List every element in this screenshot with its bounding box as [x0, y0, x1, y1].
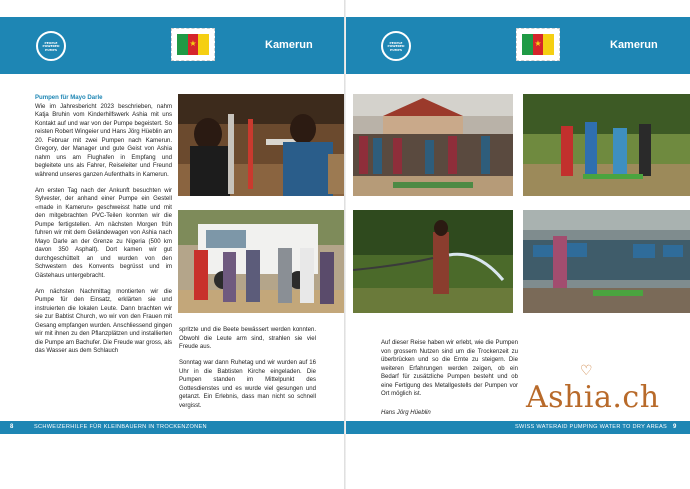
page-number: 9	[673, 424, 677, 430]
photo-boys-pump	[523, 94, 690, 196]
logo-text: PEOPLE POWERED PUMPS	[387, 41, 405, 52]
country-title: Kamerun	[610, 39, 658, 51]
photo-crowd	[353, 94, 513, 196]
paragraph: Auf dieser Reise haben wir erlebt, wie die Pumpen von grossem Nutzen sind um die Trockenzeit zu überbrücken und so die Ernte zu steigern. Die weiteren Erfahrungen werden zeigen, ob ein Bedarf für zusätzliche Pumpen besteht und ob eine Fertigung des Metallgestells der Pumpen vor Ort möglich ist.	[381, 340, 518, 397]
page-number: 8	[10, 424, 14, 430]
left-footer-band	[0, 421, 345, 434]
paragraph: spritzte und die Beete bewässert werden konnten. Obwohl die Leute arm sind, strahlen sie viel Freude aus.	[179, 327, 316, 350]
crowd-image	[353, 94, 513, 196]
pump-logo-icon	[36, 31, 66, 61]
country-title: Kamerun	[265, 39, 313, 51]
paragraph: Sonntag war dann Ruhetag und wir wurden auf 16 Uhr in die Babtisten Kirche eingeladen. Die Pumpen standen im Mittelpunkt des Gottesdienstes und es wurde viel gesungen und getanzt. Ein Erlebnis, dass man nicht so schnell vergisst.	[179, 360, 316, 409]
right-header-band	[345, 17, 690, 74]
watering-image	[353, 210, 513, 313]
text-column-3	[381, 339, 518, 425]
pump-logo-icon	[381, 31, 411, 61]
group-image	[178, 210, 345, 313]
church-image	[523, 210, 690, 313]
left-header-band	[0, 17, 345, 74]
right-page	[345, 0, 690, 489]
brand-logo: Ashia.ch	[526, 380, 660, 415]
photo-group-truck	[178, 210, 345, 313]
footer-text: SCHWEIZERHILFE FÜR KLEINBAUERN IN TROCKENZONEN	[34, 424, 207, 430]
text-column-2	[179, 326, 316, 418]
boys-image	[523, 94, 690, 196]
photo-workshop	[178, 94, 345, 196]
signature: Hans Jörg Hüeblin	[381, 409, 431, 416]
footer-text: SWISS WATERAID PUMPING WATER TO DRY AREAS	[515, 424, 668, 430]
cameroon-flag-icon: ★	[177, 34, 209, 55]
workshop-image	[178, 94, 345, 196]
heart-logo-icon: ♡	[580, 363, 593, 379]
flag-stamp	[171, 28, 215, 61]
paragraph: Wie im Jahresbericht 2023 beschrieben, nahm Katja Bruhin vom Kinderhilfswerk Ashia mit uns Kontakt auf und war von der Pumpe begeistert. So reisten Robert Wingeier und Hans Jörg Hüeblin am 20. Februar mit zwei Pumpen nach Kamerun. Gregory, der Manager und gute Geist von Ashia nahm uns am Flughafen in Empfang und begleitete uns als Fahrer, Reiseleiter und Freund während unseres ganzen Aufenthalts in Kamerun.	[35, 103, 172, 178]
paragraph: Am nächsten Nachmittag montierten wir die Pumpe für den Einsatz, erklärten sie und instruierten die lokalen Leute. Dann brachten wir sie zur Babtist Church, wo wir von den Frauen mit Gesang empfangen wurden. Anschliessend gingen wir mit ihnen zu den Pflanzplätzen und installierten die Pumpe am Bachufer. Die Freude war gross, als das Wasser aus dem Schlauch	[35, 288, 172, 354]
photo-watering	[353, 210, 513, 313]
logo-text: PEOPLE POWERED PUMPS	[42, 41, 60, 52]
paragraph: Am ersten Tag nach der Ankunft besuchten wir Sylvester, der anhand einer Pumpe ein Gestell «made in Kamerun» geschweisst hatte und mit den mitgebrachten PVC-Teilen konnten wir die Pumpe fertigstellen. Am nächsten Morgen früh fuhren wir mit dem Geländewagen von Ashia nach Mayo Darle an der Grenze zu Nigeria (500 km davon 350 Asphalt). Dort kamen wir gut durchgeschüttelt an und wurden von den Schwestern des Konvents begrüsst und im Gästehaus untergebracht.	[35, 187, 172, 279]
photo-church	[523, 210, 690, 313]
book-spine	[344, 0, 346, 489]
cameroon-flag-icon: ★	[522, 34, 554, 55]
subheading: Pumpen für Mayo Darle	[35, 95, 103, 101]
right-footer-band	[345, 421, 690, 434]
text-column-1	[35, 94, 172, 363]
flag-stamp	[516, 28, 560, 61]
